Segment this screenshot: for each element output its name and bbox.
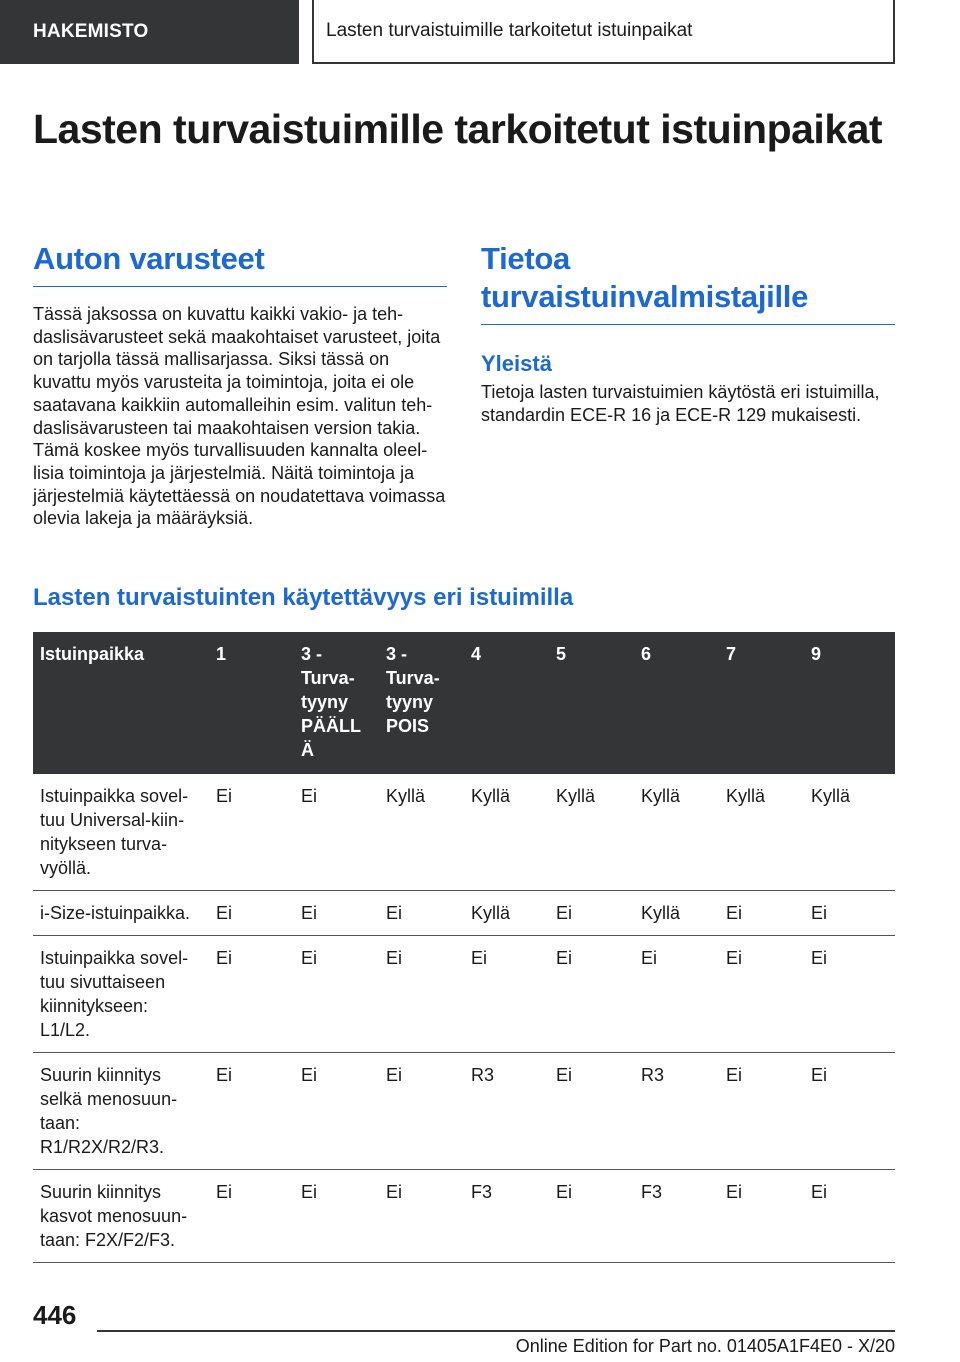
table-cell: Kyllä [634,774,719,891]
table-cell: Kyllä [804,774,895,891]
table-cell: Ei [804,936,895,1053]
table-cell: Ei [379,936,464,1053]
vehicle-equipment-text: Tässä jaksossa on kuvattu kaikki vakio- ja tehdaslisävarusteet sekä maakohtaiset varusteet, joita on tarjolla tässä mallisarjassa. Siksi tässä on kuvattu myös varusteita ja toimintoja, joita ei ole saatavana kaikkiin automalleihin esim. valitun tehdaslisävarusteen tai maakohtaisen version takia. Tämä koskee myös turvallisuuden kannalta oleellisia toimintoja ja järjestelmiä. Näitä toimintoja ja järjestelmiä käytettäessä on noudatettava voimassa olevia lakeja ja määräyksiä. [33,304,446,529]
table-row [33,936,895,1053]
footer-edition: Online Edition for Part no. 01405A1F4E0 - X/20 [515,1336,895,1356]
column-header: 4 [464,632,549,774]
section-heading-vehicle-equipment: Auton varusteet [33,240,447,287]
table-row [33,1053,895,1170]
table-cell: Istuinpaikka soveltuu sivuttaiseen kiinnitykseen: L1/L2. [33,936,209,1053]
table-cell: Ei [804,1053,895,1170]
table-row [33,891,895,936]
column-header: Istuinpaikka [33,632,209,774]
table-cell: Ei [719,936,804,1053]
table-cell: Ei [294,1170,379,1263]
table-cell: Ei [379,891,464,936]
column-header: 3 - Turvatyyny PÄÄLL Ä [294,632,379,774]
right-column [481,240,895,426]
footer-divider [97,1330,895,1332]
table-cell: Kyllä [379,774,464,891]
section-heading-manufacturer-info: Tietoa turvaistuinvalmistajille [481,240,895,325]
table-cell: Ei [549,1170,634,1263]
table-cell: Istuinpaikka soveltuu Universal-kiinnitykseen turvavyöllä. [33,774,209,891]
table-cell: Ei [719,1053,804,1170]
table-cell: Kyllä [464,891,549,936]
table-cell: Ei [634,936,719,1053]
page-title: Lasten turvaistuimille tarkoitetut istuinpaikat [33,106,883,152]
table-row [33,774,895,891]
header-section-tab[interactable]: HAKEMISTO [0,0,299,64]
table-cell: Kyllä [549,774,634,891]
table-cell: R3 [634,1053,719,1170]
column-header: 7 [719,632,804,774]
table-cell: Ei [294,936,379,1053]
header-breadcrumb: Lasten turvaistuimille tarkoitetut istuinpaikat [312,0,895,64]
page-number: 446 [33,1300,77,1330]
table-cell: Ei [209,1053,294,1170]
subheading-general: Yleistä [481,351,552,376]
table-cell: Ei [209,1170,294,1263]
table-cell: F3 [464,1170,549,1263]
table-cell: Ei [294,774,379,891]
table-cell: Ei [719,891,804,936]
column-header: 5 [549,632,634,774]
table-title: Lasten turvaistuinten käytettävyys eri istuimilla [33,584,574,611]
table-cell: Ei [549,891,634,936]
table-row [33,1170,895,1263]
table-header-row [33,632,895,774]
table-cell: Ei [209,891,294,936]
table-cell: Kyllä [719,774,804,891]
table-cell: Ei [549,1053,634,1170]
table-cell: Ei [719,1170,804,1263]
column-header: 9 [804,632,895,774]
table-cell: Ei [209,936,294,1053]
table-cell: Ei [379,1170,464,1263]
table-cell: Suurin kiinnitys selkä menosuuntaan: R1/R2X/R2/R3. [33,1053,209,1170]
table-cell: Ei [464,936,549,1053]
column-header: 6 [634,632,719,774]
table-cell: R3 [464,1053,549,1170]
table-cell: Ei [804,1170,895,1263]
seat-suitability-table [33,632,895,1263]
column-header: 1 [209,632,294,774]
left-column [33,240,447,530]
column-header: 3 - Turvatyyny POIS [379,632,464,774]
table-cell: Kyllä [634,891,719,936]
table-cell: Ei [209,774,294,891]
table-cell: i-Size-istuinpaikka. [33,891,209,936]
general-text: Tietoja lasten turvaistuimien käytöstä eri istuimilla, standardin ECE-R 16 ja ECE-R 129 mukaisesti. [481,382,880,425]
table-cell: Ei [294,891,379,936]
table-cell: Ei [379,1053,464,1170]
table-cell: Kyllä [464,774,549,891]
table-cell: Ei [804,891,895,936]
table-cell: F3 [634,1170,719,1263]
table-cell: Suurin kiinnitys kasvot menosuuntaan: F2X/F2/F3. [33,1170,209,1263]
table-cell: Ei [294,1053,379,1170]
table-cell: Ei [549,936,634,1053]
